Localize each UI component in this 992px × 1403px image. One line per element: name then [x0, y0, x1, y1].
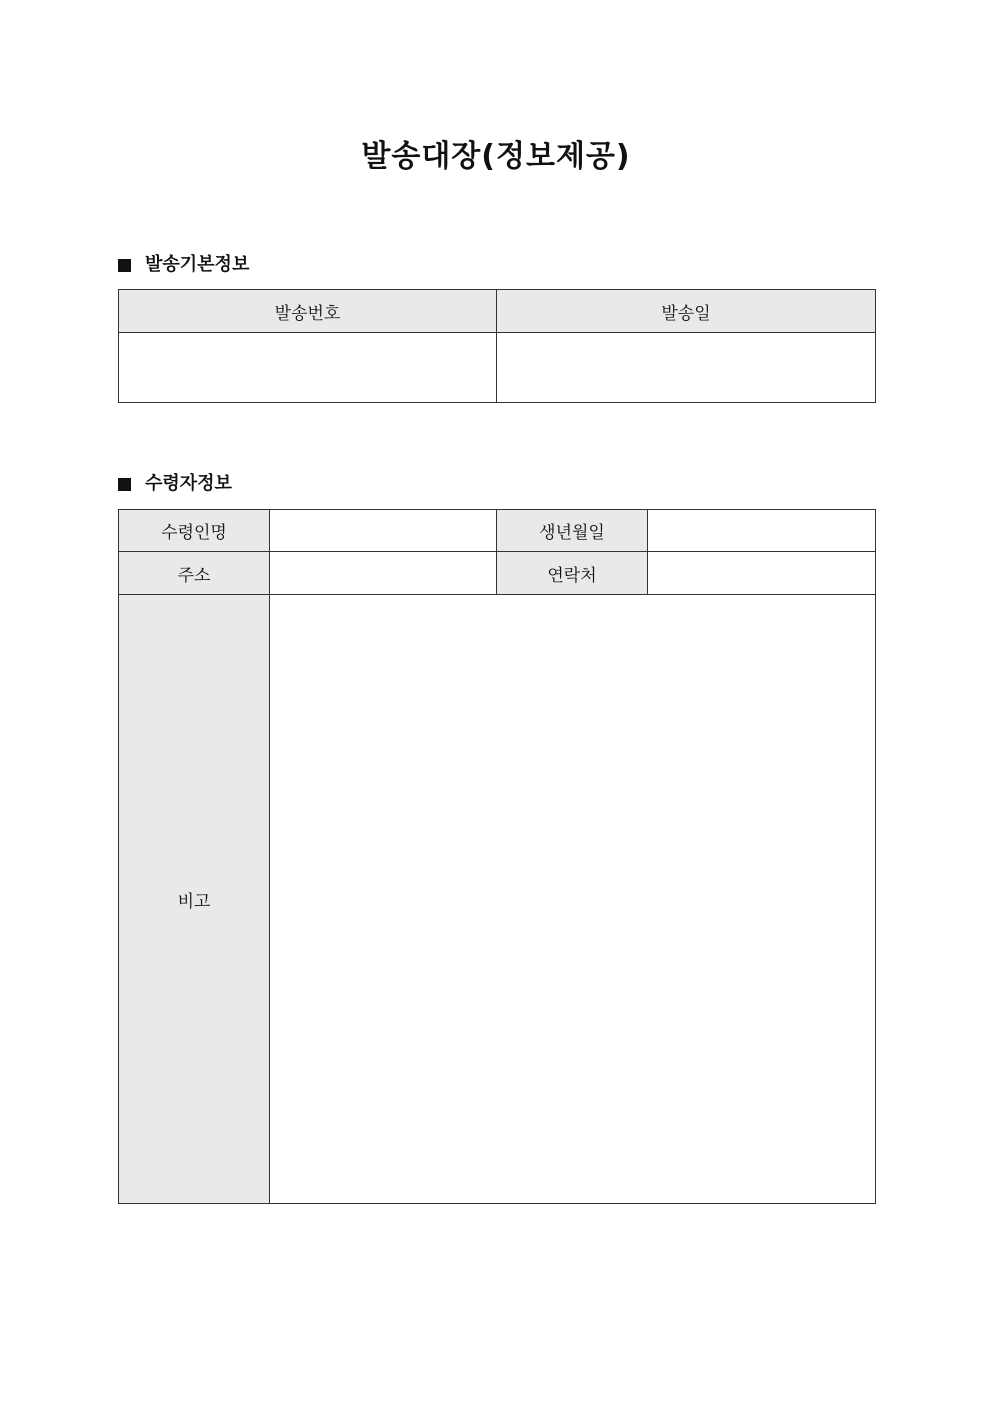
birth-date-label: 생년월일: [497, 510, 648, 552]
remarks-label: 비고: [119, 595, 270, 1204]
address-label: 주소: [119, 552, 270, 595]
recipient-name-label: 수령인명: [119, 510, 270, 552]
square-bullet-icon: [118, 259, 131, 272]
table-row: [119, 333, 876, 403]
send-date-header: 발송일: [497, 290, 876, 333]
send-number-header: 발송번호: [119, 290, 497, 333]
table-row: [119, 552, 876, 595]
section-heading-basic-info: [118, 253, 249, 277]
section-heading-recipient-info: [118, 472, 232, 496]
send-date-field[interactable]: [497, 333, 876, 403]
remarks-field[interactable]: [270, 595, 876, 1204]
table-row: [119, 510, 876, 552]
recipient-info-table: [118, 509, 876, 1204]
send-number-field[interactable]: [119, 333, 497, 403]
contact-label: 연락처: [497, 552, 648, 595]
birth-date-field[interactable]: [648, 510, 876, 552]
address-field[interactable]: [270, 552, 497, 595]
basic-info-table: [118, 289, 876, 403]
page-title: 발송대장(정보제공): [361, 139, 631, 174]
section-heading-label: 발송기본정보: [145, 254, 250, 275]
section-heading-label: 수령자정보: [145, 473, 232, 494]
contact-field[interactable]: [648, 552, 876, 595]
table-header-row: [119, 290, 876, 333]
square-bullet-icon: [118, 478, 131, 491]
recipient-name-field[interactable]: [270, 510, 497, 552]
table-row: [119, 595, 876, 1204]
